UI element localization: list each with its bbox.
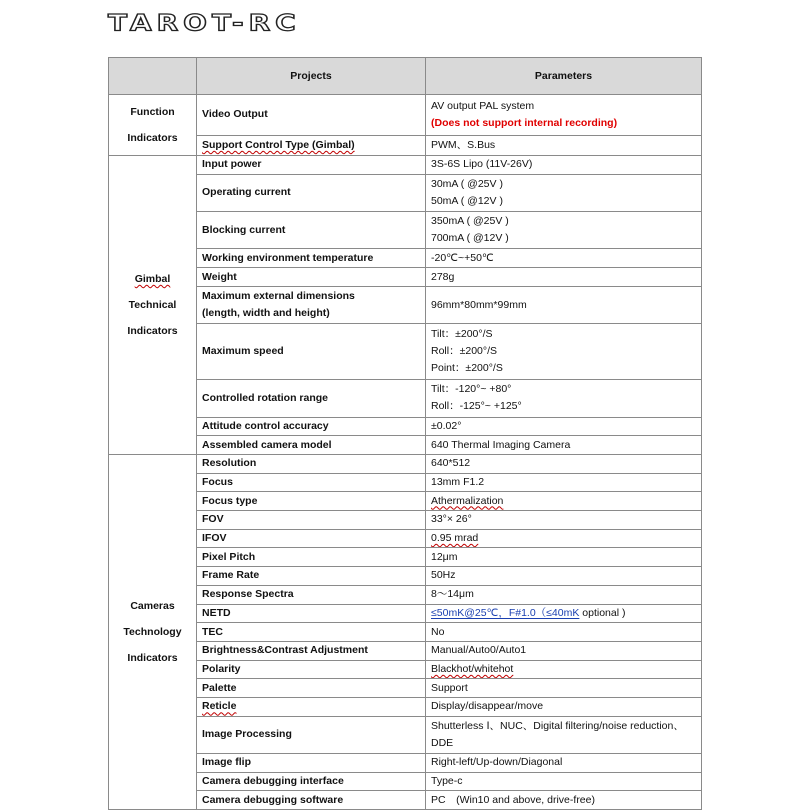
value-cell: 8～14μm	[426, 585, 702, 604]
project-cell: Image Processing	[197, 716, 426, 753]
section-label: Technical	[128, 299, 177, 311]
section-label: Indicators	[127, 652, 178, 665]
project-cell: Resolution	[197, 455, 426, 474]
project-cell: Weight	[197, 268, 426, 287]
table-row	[109, 417, 702, 436]
value-line: Tilt：-120°~ +80°	[431, 383, 512, 396]
section-cameras	[109, 455, 197, 810]
section-label: Cameras	[130, 600, 175, 613]
value-line: Shutterless Ⅰ、NUC、Digital filtering/noise reduction、	[431, 719, 684, 732]
table-row	[109, 324, 702, 380]
project-cell: Blocking current	[197, 212, 426, 249]
table-row	[109, 174, 702, 211]
table-row	[109, 791, 702, 810]
project-cell	[197, 286, 426, 323]
value-cell	[426, 212, 702, 249]
table-row	[109, 156, 702, 175]
section-label: Technology	[123, 626, 182, 639]
table-row	[109, 473, 702, 492]
value-cell	[426, 324, 702, 380]
project-cell	[197, 135, 426, 155]
value-line: 700mA ( @12V )	[431, 232, 509, 245]
value-cell	[426, 604, 702, 623]
table-row	[109, 567, 702, 586]
table-row	[109, 455, 702, 474]
project-cell: IFOV	[197, 529, 426, 548]
project-cell: Frame Rate	[197, 567, 426, 586]
value-line: Tilt：±200°/S	[431, 328, 493, 341]
project-cell: Focus type	[197, 492, 426, 511]
table-row	[109, 697, 702, 716]
value-cell	[426, 174, 702, 211]
project-cell: Polarity	[197, 660, 426, 679]
value-cell: Manual/Auto0/Auto1	[426, 641, 702, 660]
value-text: Blackhot/whitehot	[431, 662, 514, 675]
project-cell: Palette	[197, 679, 426, 698]
project-cell: Operating current	[197, 174, 426, 211]
table-row	[109, 716, 702, 753]
value-line: 50mA ( @12V )	[431, 194, 503, 207]
value-line: 30mA ( @25V )	[431, 177, 503, 190]
table-row	[109, 772, 702, 791]
value-cell: Support	[426, 679, 702, 698]
table-row	[109, 754, 702, 773]
value-line-warning: (Does not support internal recording)	[431, 116, 618, 129]
project-cell: NETD	[197, 604, 426, 623]
value-line: AV output PAL system	[431, 99, 535, 112]
value-text: Athermalization	[431, 494, 504, 507]
project-label: Maximum external dimensions	[202, 290, 355, 303]
project-cell: Maximum speed	[197, 324, 426, 380]
table-row	[109, 268, 702, 287]
project-label: (length, width and height)	[202, 307, 330, 320]
project-cell: Input power	[197, 156, 426, 175]
table-row	[109, 436, 702, 455]
table-row	[109, 212, 702, 249]
value-cell: Right-left/Up-down/Diagonal	[426, 754, 702, 773]
value-cell	[426, 660, 702, 679]
project-label: Support Control Type (Gimbal)	[202, 138, 355, 151]
value-cell: PC (Win10 and above, drive-free)	[426, 791, 702, 810]
header-parameters: Parameters	[426, 58, 702, 95]
table-row	[109, 660, 702, 679]
value-cell	[426, 95, 702, 136]
value-cell: ±0.02°	[426, 417, 702, 436]
spec-table	[108, 57, 702, 810]
value-cell: 33°× 26°	[426, 511, 702, 530]
value-cell	[426, 492, 702, 511]
value-cell: 12μm	[426, 548, 702, 567]
section-gimbal	[109, 156, 197, 455]
value-line: DDE	[431, 736, 454, 749]
section-label: Indicators	[127, 325, 178, 337]
value-cell: 3S-6S Lipo (11V-26V)	[426, 156, 702, 175]
table-row	[109, 135, 702, 155]
section-label: Gimbal	[134, 273, 171, 285]
table-row	[109, 641, 702, 660]
project-cell: FOV	[197, 511, 426, 530]
table-row	[109, 492, 702, 511]
header-blank	[109, 58, 197, 95]
project-cell: Camera debugging software	[197, 791, 426, 810]
value-cell: No	[426, 623, 702, 642]
table-row	[109, 604, 702, 623]
value-cell: 278g	[426, 268, 702, 287]
project-label: Reticle	[202, 700, 237, 713]
project-cell: Camera debugging interface	[197, 772, 426, 791]
value-text: 0.95 mrad	[431, 532, 479, 545]
netd-value: ≤50mK@25℃，F#1.0（≤40mK	[431, 606, 580, 619]
header-projects: Projects	[197, 58, 426, 95]
section-function	[109, 95, 197, 156]
value-cell: PWM、S.Bus	[426, 135, 702, 155]
value-cell	[426, 716, 702, 753]
project-cell: Image flip	[197, 754, 426, 773]
value-cell: Type-c	[426, 772, 702, 791]
value-cell: 13mm F1.2	[426, 473, 702, 492]
table-row	[109, 511, 702, 530]
project-cell: Attitude control accuracy	[197, 417, 426, 436]
table-row	[109, 548, 702, 567]
value-cell: 96mm*80mm*99mm	[426, 286, 702, 323]
value-cell: 640 Thermal Imaging Camera	[426, 436, 702, 455]
netd-optional: optional )	[579, 606, 626, 619]
tarot-rc-logo: TAROT-RC	[108, 10, 301, 36]
table-row	[109, 679, 702, 698]
table-row	[109, 286, 702, 323]
section-label: Indicators	[127, 132, 178, 144]
value-cell: 640*512	[426, 455, 702, 474]
section-label: Function	[130, 106, 175, 118]
project-cell	[197, 697, 426, 716]
project-cell: Brightness&Contrast Adjustment	[197, 641, 426, 660]
table-row	[109, 380, 702, 417]
value-cell: 50Hz	[426, 567, 702, 586]
project-cell: Response Spectra	[197, 585, 426, 604]
table-row	[109, 249, 702, 268]
project-cell: TEC	[197, 623, 426, 642]
project-cell: Assembled camera model	[197, 436, 426, 455]
table-row	[109, 623, 702, 642]
value-line: Point：±200°/S	[431, 362, 503, 375]
header-row	[109, 58, 702, 95]
project-cell: Working environment temperature	[197, 249, 426, 268]
table-row	[109, 585, 702, 604]
value-line: 350mA ( @25V )	[431, 215, 509, 228]
table-row	[109, 529, 702, 548]
value-cell: Display/disappear/move	[426, 697, 702, 716]
value-line: Roll：±200°/S	[431, 345, 497, 358]
value-cell	[426, 380, 702, 417]
value-line: Roll：-125°~ +125°	[431, 400, 522, 413]
table-row	[109, 95, 702, 136]
project-cell: Pixel Pitch	[197, 548, 426, 567]
project-cell: Controlled rotation range	[197, 380, 426, 417]
value-cell	[426, 529, 702, 548]
project-cell: Video Output	[197, 95, 426, 136]
project-cell: Focus	[197, 473, 426, 492]
value-cell: -20℃~+50℃	[426, 249, 702, 268]
